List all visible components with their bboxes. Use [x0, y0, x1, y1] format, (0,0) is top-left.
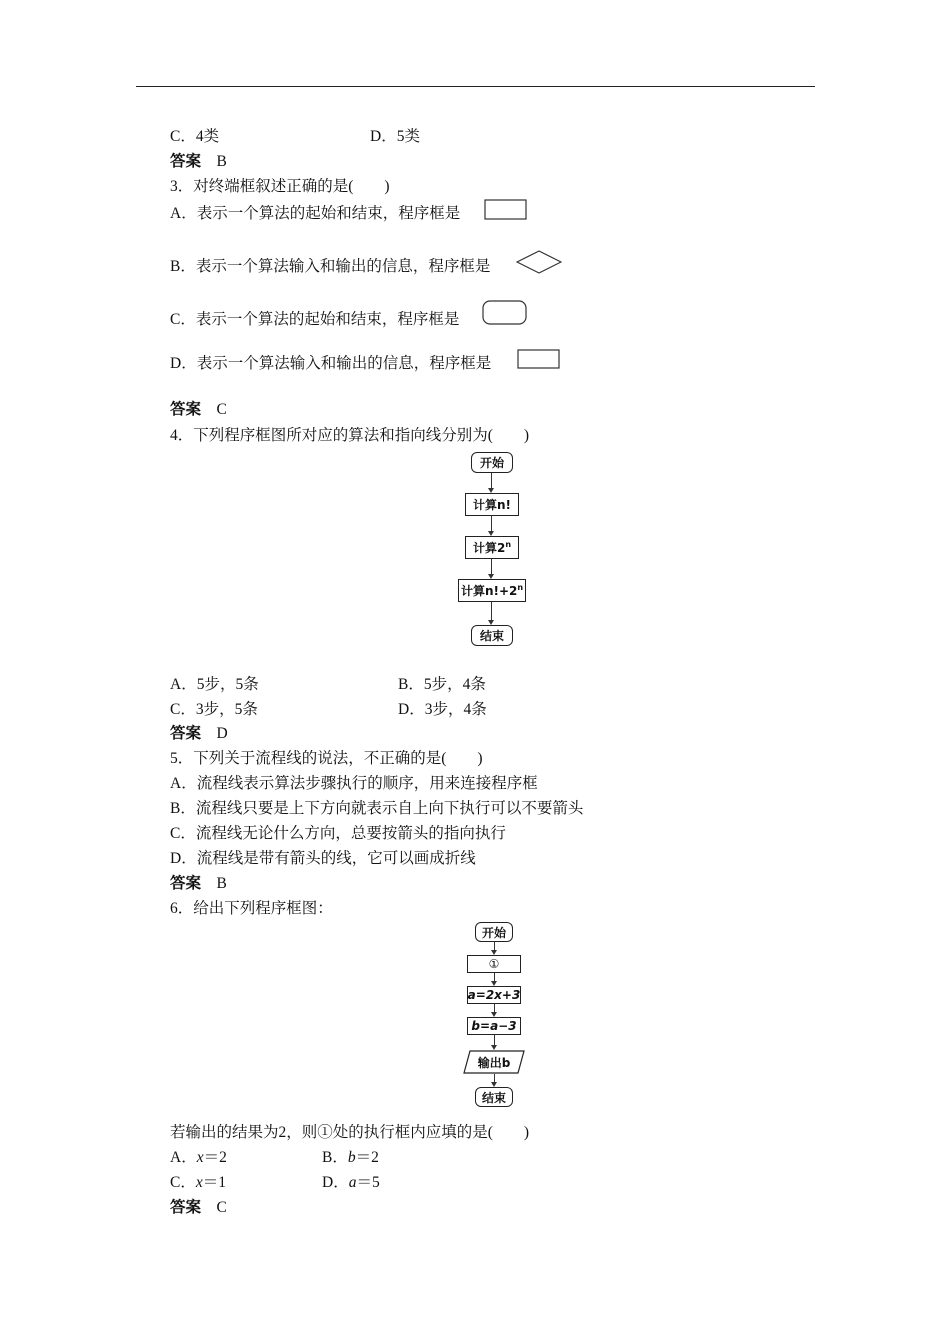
q6-stem: 6．给出下列程序框图：	[170, 900, 333, 917]
option-prefix: D．	[322, 1174, 349, 1191]
flow-blank-box	[467, 955, 521, 973]
q3-answer	[170, 400, 227, 420]
option-val: ＝1	[202, 1174, 226, 1191]
answer-label: 答案	[170, 401, 202, 418]
option-var: x	[195, 1174, 203, 1191]
q6-option-b	[322, 1148, 379, 1168]
q4-option-d: D．3步，4条	[398, 701, 487, 718]
q3-option-b: B．表示一个算法输入和输出的信息，程序框是	[170, 258, 491, 275]
option-val: ＝2	[355, 1149, 379, 1166]
option-prefix: A．	[170, 1149, 197, 1166]
terminal-rect-icon	[484, 199, 528, 221]
answer-label: 答案	[170, 875, 202, 892]
q3-option-a: A．表示一个算法的起始和结束，程序框是	[170, 205, 461, 222]
flow-start-label: 开始	[481, 925, 506, 940]
process-rect-icon	[517, 349, 561, 371]
q5-option-a: A．流程线表示算法步骤执行的顺序，用来连接程序框	[170, 775, 538, 792]
flow-end-box	[475, 1087, 513, 1107]
q6-option-c	[170, 1173, 226, 1193]
flow-step-2-label	[473, 539, 511, 556]
q5-option-b: B．流程线只要是上下方向就表示自上向下执行可以不要箭头	[170, 800, 584, 817]
flow-end-label: 结束	[479, 629, 504, 643]
flow-step-3-text: 计算n!+2	[460, 584, 518, 598]
option-var: x	[196, 1149, 204, 1166]
answer-value: D	[216, 725, 228, 742]
flow-step-1	[465, 493, 519, 516]
q3-stem: 3．对终端框叙述正确的是( )	[170, 178, 390, 195]
q6-option-a	[170, 1148, 227, 1168]
flow-step-3	[458, 579, 526, 602]
flow-step-2-text: 计算2	[472, 541, 506, 555]
q6-answer	[170, 1198, 227, 1218]
flow-step-3-sup: n	[517, 583, 524, 592]
flow-end-label: 结束	[481, 1090, 506, 1105]
flow-start-box	[475, 922, 513, 942]
q5-option-c: C．流程线无论什么方向，总要按箭头的指向执行	[170, 825, 506, 842]
q2-option-c: C．4类	[170, 128, 220, 145]
flow-step-b	[467, 1017, 521, 1035]
flow-step-a	[467, 986, 521, 1004]
flow-output	[470, 1052, 518, 1072]
q2-answer	[170, 152, 227, 172]
flow-step-b-label: b=a−3	[471, 1019, 517, 1033]
flow-blank-label: ①	[488, 957, 500, 971]
answer-label: 答案	[170, 725, 202, 742]
option-val: ＝2	[203, 1149, 227, 1166]
decision-diamond-icon	[516, 250, 562, 274]
answer-value: C	[216, 401, 227, 418]
flow-step-3-label	[461, 582, 523, 599]
flow-line	[491, 602, 492, 622]
flow-step-a-label: a=2x+3	[467, 988, 521, 1002]
q5-option-d: D．流程线是带有箭头的线，它可以画成折线	[170, 850, 476, 867]
q6-option-d	[322, 1173, 380, 1193]
q2-option-d: D．5类	[370, 128, 420, 145]
terminal-rounded-icon	[482, 300, 528, 326]
q4-option-b: B．5步，4条	[398, 676, 486, 693]
q4-answer	[170, 724, 228, 744]
flow-end-box	[471, 625, 513, 646]
q6-question: 若输出的结果为2，则①处的执行框内应填的是( )	[170, 1124, 530, 1141]
flow-step-1-label: 计算n!	[472, 498, 512, 512]
flow-step-2-sup: n	[505, 540, 512, 549]
answer-value: C	[216, 1199, 227, 1216]
option-var: a	[348, 1174, 357, 1191]
option-prefix: B．	[322, 1149, 348, 1166]
option-val: ＝5	[356, 1174, 380, 1191]
flow-output-label: 输出b	[477, 1055, 511, 1070]
option-prefix: C．	[170, 1174, 196, 1191]
q5-answer	[170, 874, 227, 894]
flow-start-label: 开始	[479, 456, 504, 470]
q3-option-c: C．表示一个算法的起始和结束，程序框是	[170, 311, 460, 328]
q4-option-c: C．3步，5条	[170, 701, 258, 718]
q5-stem: 5．下列关于流程线的说法，不正确的是( )	[170, 750, 483, 767]
flow-step-2	[465, 536, 519, 559]
answer-label: 答案	[170, 153, 202, 170]
q4-option-a: A．5步，5条	[170, 676, 259, 693]
answer-value: B	[216, 153, 227, 170]
option-var: b	[347, 1149, 356, 1166]
header-rule	[136, 86, 815, 87]
answer-value: B	[216, 875, 227, 892]
q3-option-d: D．表示一个算法输入和输出的信息，程序框是	[170, 355, 492, 372]
q4-stem: 4．下列程序框图所对应的算法和指向线分别为( )	[170, 427, 530, 444]
answer-label: 答案	[170, 1199, 202, 1216]
flow-start-box	[471, 452, 513, 473]
